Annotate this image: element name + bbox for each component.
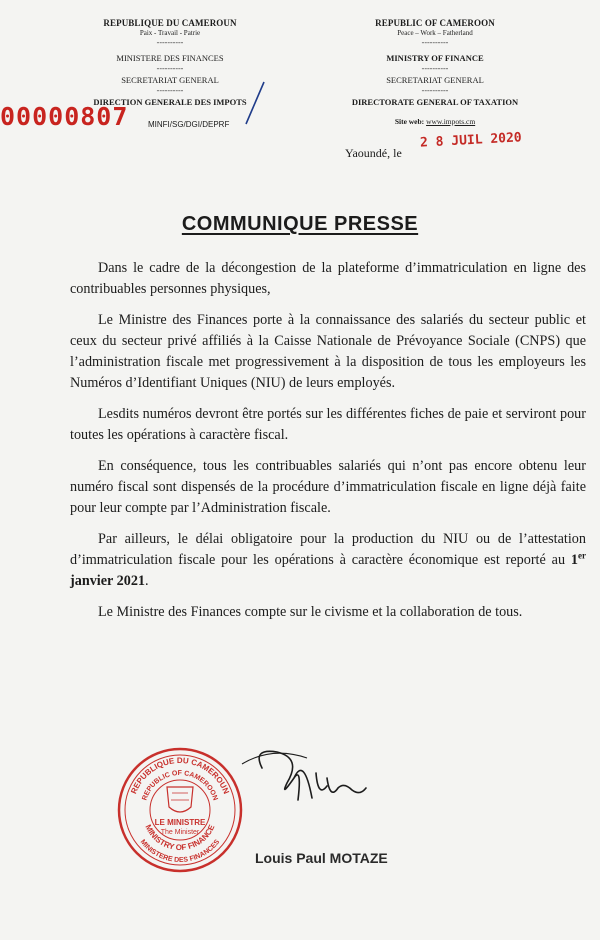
header-right-website [330,117,540,126]
communique-body [70,258,586,623]
header-left-separator-2: ---------- [156,64,184,73]
official-seal-icon [115,745,245,875]
page-title [0,213,600,236]
paragraph-5-end: . [145,573,149,589]
deadline-day-suffix: er [578,550,586,561]
header-left-separator-3: ---------- [156,86,184,95]
page-title-text: COMMUNIQUE PRESSE [181,213,419,235]
paragraph-5-text: Par ailleurs, le délai obligatoire pour la production du NIU ou de l’attestation d’immatriculation fiscale pour les opérations à caractère économique est reporté au [70,531,586,568]
svg-text:MINISTRY OF FINANCE [144,823,217,852]
seal-top-text: REPUBLIQUE DU CAMEROUN [129,755,231,796]
paragraph-2: Le Ministre des Finances porte à la connaissance des salariés du secteur public et ceux du secteur privé affiliés à la Caisse Nationale de Prévoyance Sociale (CNPS) que l’administration fiscale met progressivement à la disposition de tous les employeurs les Numéros d’Identifiant Uniques (NIU) de leurs employés. [70,312,586,391]
seal-top-text-2: REPUBLIC OF CAMEROON [141,769,219,802]
header-left-ministry: MINISTERE DES FINANCES [116,53,224,63]
website-label: Site web: [394,117,425,126]
seal-center-en: The Minister [160,829,200,836]
date-stamp: 2 8 JUIL 2020 [419,130,523,151]
paragraph-5 [70,529,586,592]
header-right-secretariat: SECRETARIAT GENERAL [386,75,484,85]
paragraph-6: Le Ministre des Finances compte sur le civisme et la collaboration de tous. [98,604,523,620]
seal-bottom-text-2: MINISTERE DES FINANCES [138,838,222,865]
header-right-ministry: MINISTRY OF FINANCE [386,53,484,63]
header-left-secretariat: SECRETARIAT GENERAL [121,75,219,85]
reference-number-stamp: 00000807 [0,102,129,131]
seal-center-fr: LE MINISTRE [154,818,206,827]
reference-code: MINFI/SG/DGI/DEPRF [148,120,230,129]
header-right-country: REPUBLIC OF CAMEROON [375,18,495,28]
header-right-directorate: DIRECTORATE GENERAL OF TAXATION [351,97,519,107]
header-right-separator-2: ---------- [421,64,449,73]
header-left-separator: ---------- [156,38,184,47]
header-right [330,18,540,126]
date-prefix: Yaoundé, le [345,146,402,160]
website-link[interactable]: www.impots.cm [426,117,476,126]
deadline-month-year: janvier 2021 [70,573,146,589]
pen-mark-icon [238,80,268,130]
header-right-separator-3: ---------- [421,86,449,95]
deadline-day: 1 [570,552,578,568]
header-left-directorate: DIRECTION GENERALE DES IMPOTS [93,97,247,107]
paragraph-1: Dans le cadre de la décongestion de la plateforme d’immatriculation en ligne des contribuables personnes physiques, [70,260,586,297]
header-right-separator: ---------- [421,38,449,47]
header-right-motto: Peace – Work – Fatherland [397,29,473,37]
signatory-name: Louis Paul MOTAZE [255,850,388,866]
header-left-country: REPUBLIQUE DU CAMEROUN [103,18,237,28]
signature-icon [232,738,372,828]
paragraph-3: Lesdits numéros devront être portés sur les différentes fiches de paie et serviront pour toutes les opérations à caractère fiscal. [70,406,586,443]
paragraph-4: En conséquence, tous les contribuables salariés qui n’ont pas encore obtenu leur numéro fiscal sont dispensés de la procédure d’immatriculation fiscale en ligne déjà faite pour leur compte par l’Administration fiscale. [70,458,586,516]
seal-bottom-text: MINISTRY OF FINANCE [143,823,217,853]
header-left-motto: Paix - Travail - Patrie [139,29,201,37]
